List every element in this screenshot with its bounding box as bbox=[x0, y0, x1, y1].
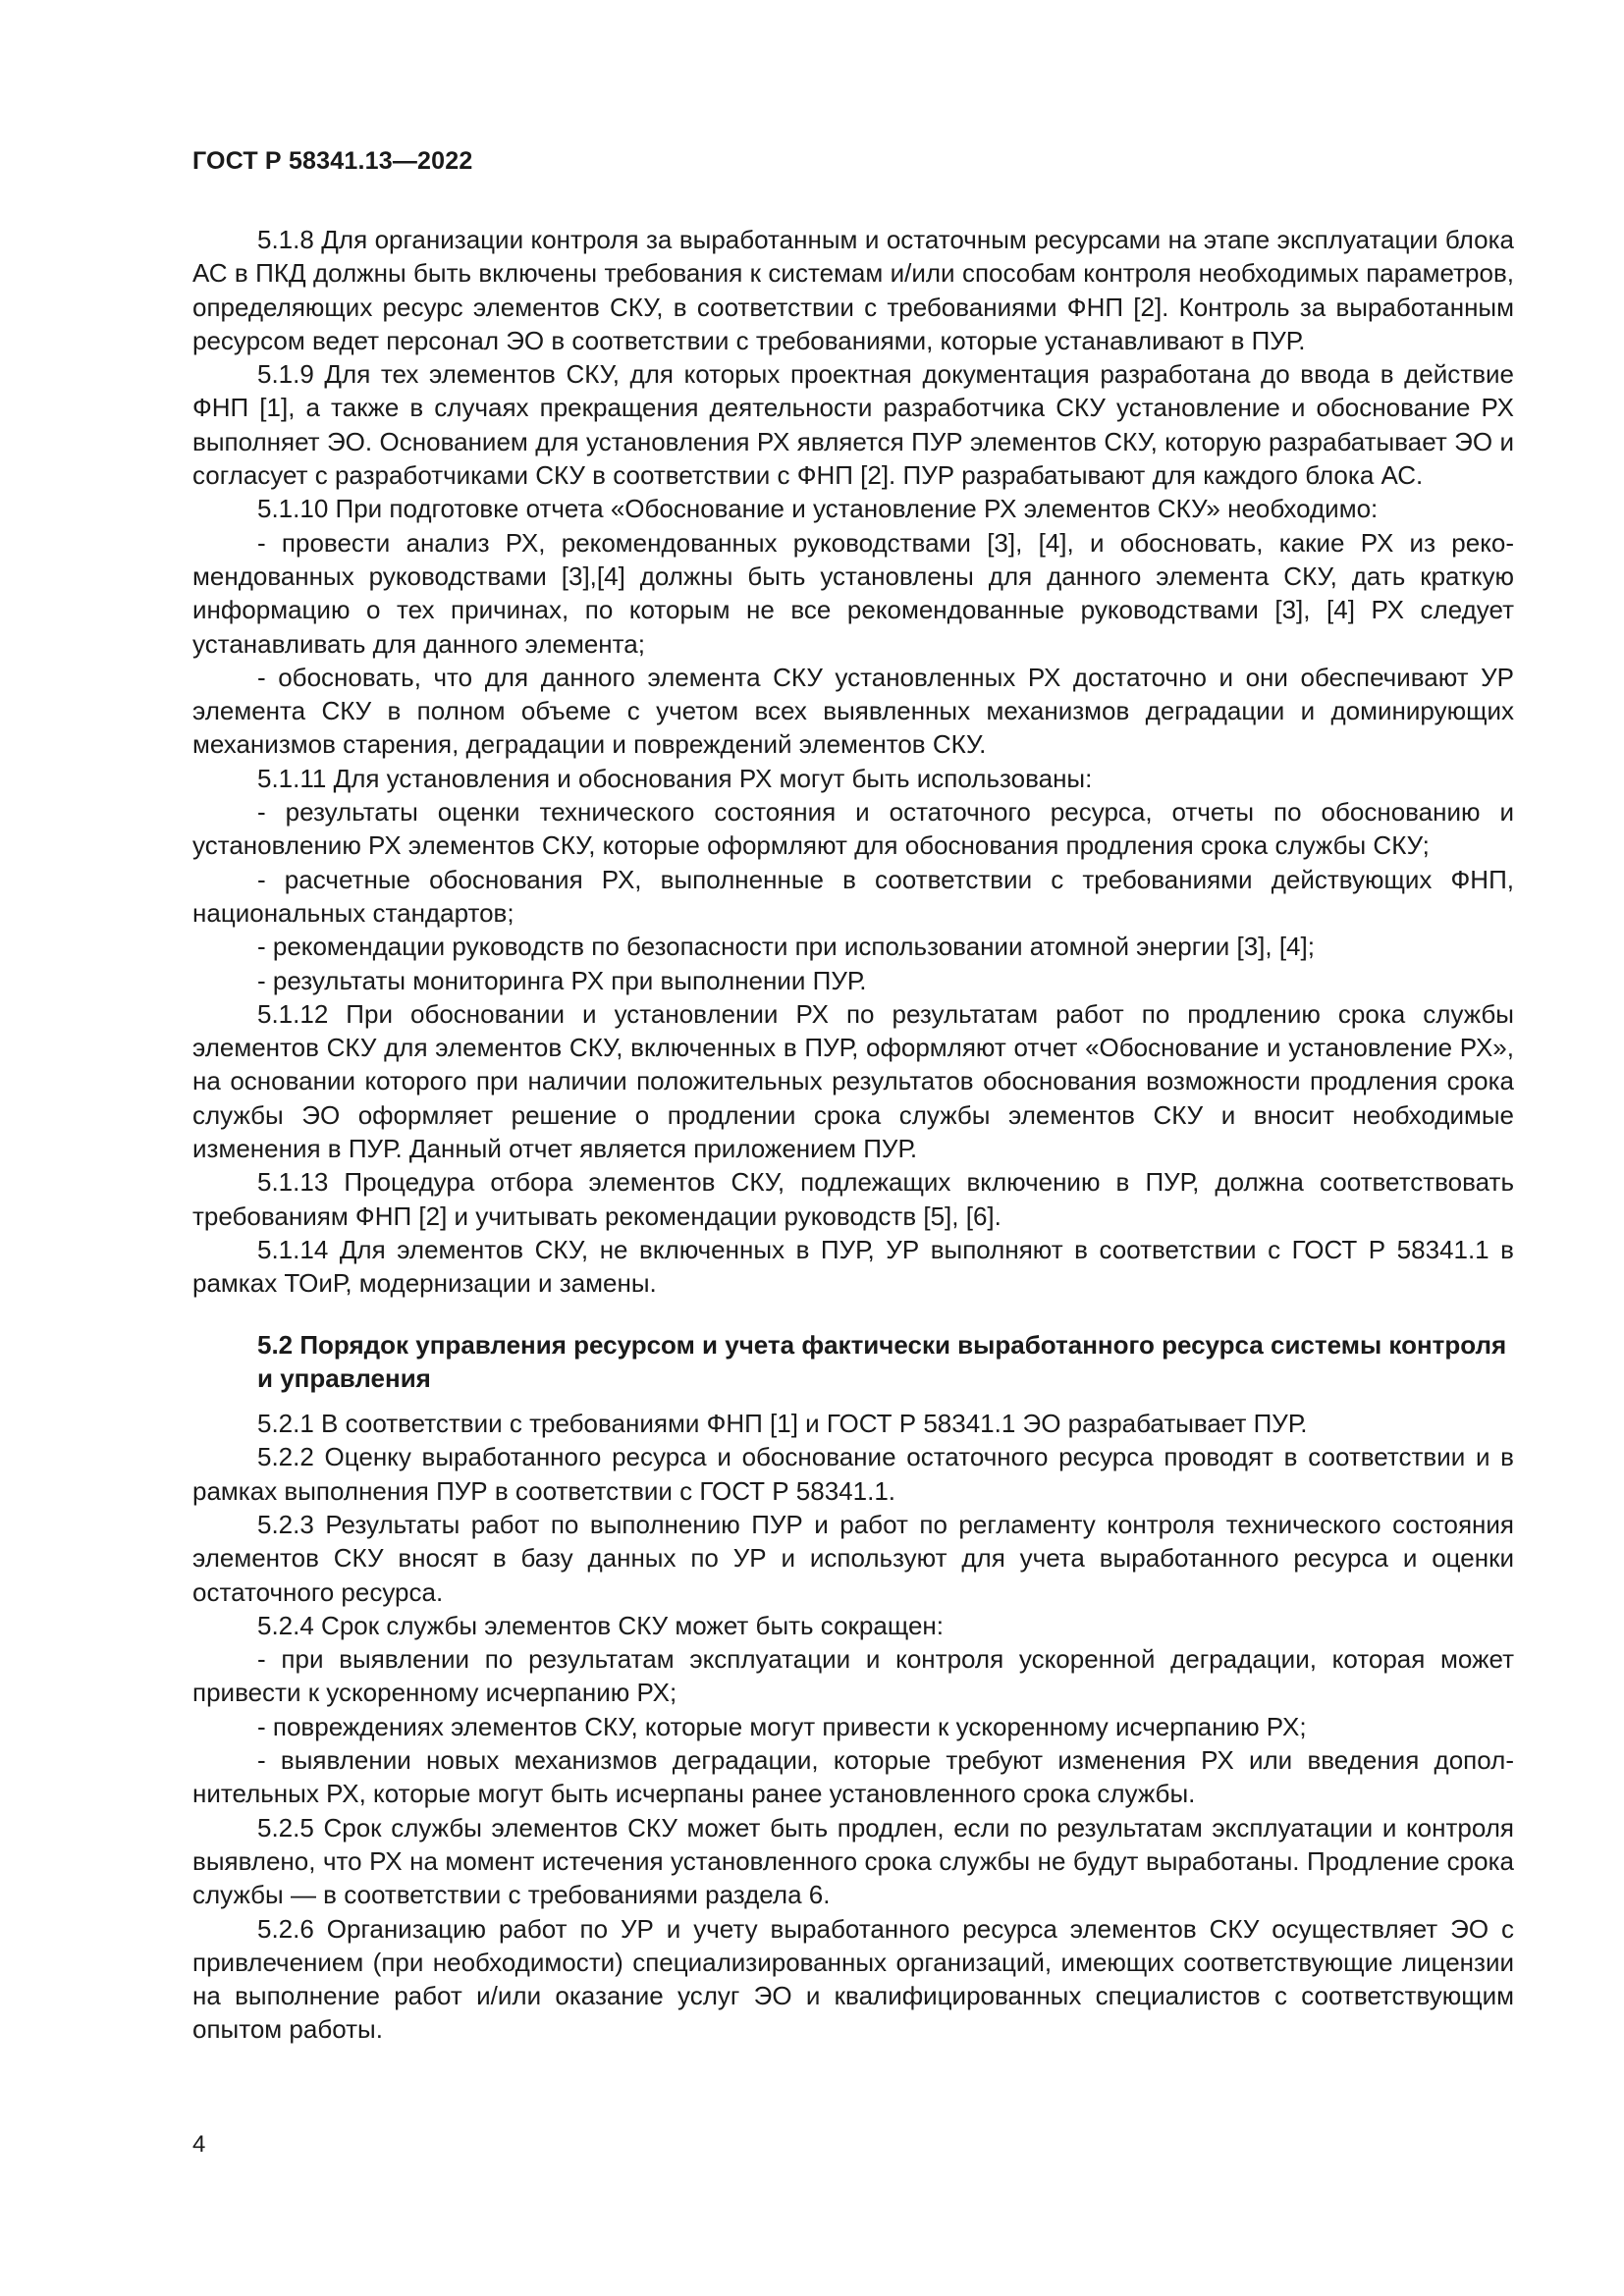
paragraph-5-1-12: 5.1.12 При обосновании и установлении РХ по результатам работ по продлению срока службы элементов СКУ для элементов СКУ, включенных в ПУР, оформляют отчет «Обоснование и установление РХ», на основании которого при наличии положительных результатов обоснования возможности продления срока службы ЭО оформляет решение о продлении срока службы элементов СКУ и вносит необходимые изменения в ПУР. Данный отчет является приложением ПУР. bbox=[192, 998, 1514, 1164]
document-body bbox=[192, 223, 1514, 2047]
paragraph-5-1-8: 5.1.8 Для организации контроля за выработанным и остаточным ресурсами на этапе эксплуатации блока АС в ПКД должны быть включены требования к системам и/или способам контроля необходимых параметров, определяющих ресурс элементов СКУ, в соответствии с требованиями ФНП [2]. Контроль за выработанным ресурсом ведет персонал ЭО в соответствии с требованиями, которые устанавливают в ПУР. bbox=[192, 225, 1514, 355]
paragraph-5-1-11: 5.1.11 Для установления и обоснования РХ могут быть использованы: bbox=[257, 763, 1093, 793]
paragraph-5-2-5: 5.2.5 Срок службы элементов СКУ может быть продлен, если по результатам эксплуатации и контроля выявлено, что РХ на момент истечения установленного срока службы не будут выработаны. Продление срока службы — в соответствии с требованиями раздела 6. bbox=[192, 1812, 1514, 1910]
paragraph-5-2-2: 5.2.2 Оценку выработанного ресурса и обоснование остаточного ресурса проводят в соответствии и в рамках выполнения ПУР в соответствии с ГОСТ Р 58341.1. bbox=[192, 1442, 1514, 1506]
list-item: - рекомендации руководств по безопасности при использовании атомной энергии [3], [4]; bbox=[257, 932, 1315, 962]
list-item: - выявлении новых механизмов деградации, которые требуют изменения РХ или введения дополнительных РХ, которые могут быть исчерпаны ранее установленного срока службы. bbox=[192, 1745, 1514, 1809]
list-item: - при выявлении по результатам эксплуатации и контроля ускоренной деградации, которая может привести к ускоренному исчерпанию РХ; bbox=[192, 1644, 1514, 1708]
list-item: - повреждениях элементов СКУ, которые могут привести к ускоренному исчерпанию РХ; bbox=[257, 1711, 1307, 1741]
list-item: - расчетные обоснования РХ, выполненные в соответствии с требованиями действующих ФНП, национальных стандартов; bbox=[192, 864, 1514, 928]
paragraph-5-2-1: 5.2.1 В соответствии с требованиями ФНП [1] и ГОСТ Р 58341.1 ЭО разрабатывает ПУР. bbox=[257, 1409, 1308, 1439]
paragraph-5-1-14: 5.1.14 Для элементов СКУ, не включенных в ПУР, УР выполняют в соответствии с ГОСТ Р 58341.1 в рамках ТОиР, модернизации и замены. bbox=[192, 1234, 1514, 1299]
paragraph-5-2-4: 5.2.4 Срок службы элементов СКУ может быть сокращен: bbox=[257, 1610, 944, 1640]
list-item: - результаты мониторинга РХ при выполнении ПУР. bbox=[257, 965, 867, 995]
page-number: 4 bbox=[192, 2131, 206, 2158]
list-item: - провести анализ РХ, рекомендованных руководствами [3], [4], и обосновать, какие РХ из рекомендованных руководствами [3],[4] должны быть установлены для данного элемента СКУ, дать краткую информацию о тех причинах, по которым не все рекомендованные руководствами [3], [4] РХ следует устанавливать для данного элемента; bbox=[192, 527, 1514, 659]
paragraph-5-2-6: 5.2.6 Организацию работ по УР и учету выработанного ресурса элементов СКУ осуществляет ЭО с привлечением (при необходимости) специализированных организаций, имеющих соответствующие лицензии на выполнение работ и/или оказание услуг ЭО и квалифицированных специалистов с соответствующим опытом работы. bbox=[192, 1913, 1514, 2045]
section-heading-5-2: 5.2 Порядок управления ресурсом и учета фактически выработанного ресурса системы контроля и управления bbox=[257, 1329, 1507, 1393]
paragraph-5-1-10: 5.1.10 При подготовке отчета «Обоснование и установление РХ элементов СКУ» необходимо: bbox=[257, 494, 1379, 524]
list-item: - результаты оценки технического состояния и остаточного ресурса, отчеты по обоснованию и установлению РХ элементов СКУ, которые оформляют для обоснования продления срока службы СКУ; bbox=[192, 797, 1514, 861]
document-header: ГОСТ Р 58341.13—2022 bbox=[192, 147, 473, 175]
paragraph-5-1-9: 5.1.9 Для тех элементов СКУ, для которых проектная документация разработана до ввода в действие ФНП [1], а также в случаях прекращения деятельности разработчика СКУ установление и обоснование РХ выполняет ЭО. Основанием для установления РХ является ПУР элементов СКУ, которую разрабатывает ЭО и согласует с разработчиками СКУ в соответствии с ФНП [2]. ПУР разрабатывают для каждого блока АС. bbox=[192, 359, 1514, 491]
paragraph-5-1-13: 5.1.13 Процедура отбора элементов СКУ, подлежащих включению в ПУР, должна соответствовать требованиям ФНП [2] и учитывать рекомендации руководств [5], [6]. bbox=[192, 1167, 1514, 1231]
paragraph-5-2-3: 5.2.3 Результаты работ по выполнению ПУР и работ по регламенту контроля технического состояния элементов СКУ вносят в базу данных по УР и используют для учета выработанного ресурса и оценки остаточного ресурса. bbox=[192, 1509, 1514, 1607]
list-item: - обосновать, что для данного элемента СКУ установленных РХ достаточно и они обеспечивают УР элемента СКУ в полном объеме с учетом всех выявленных механизмов деградации и доминирующих механизмов старения, деградации и повреждений элементов СКУ. bbox=[192, 662, 1514, 760]
